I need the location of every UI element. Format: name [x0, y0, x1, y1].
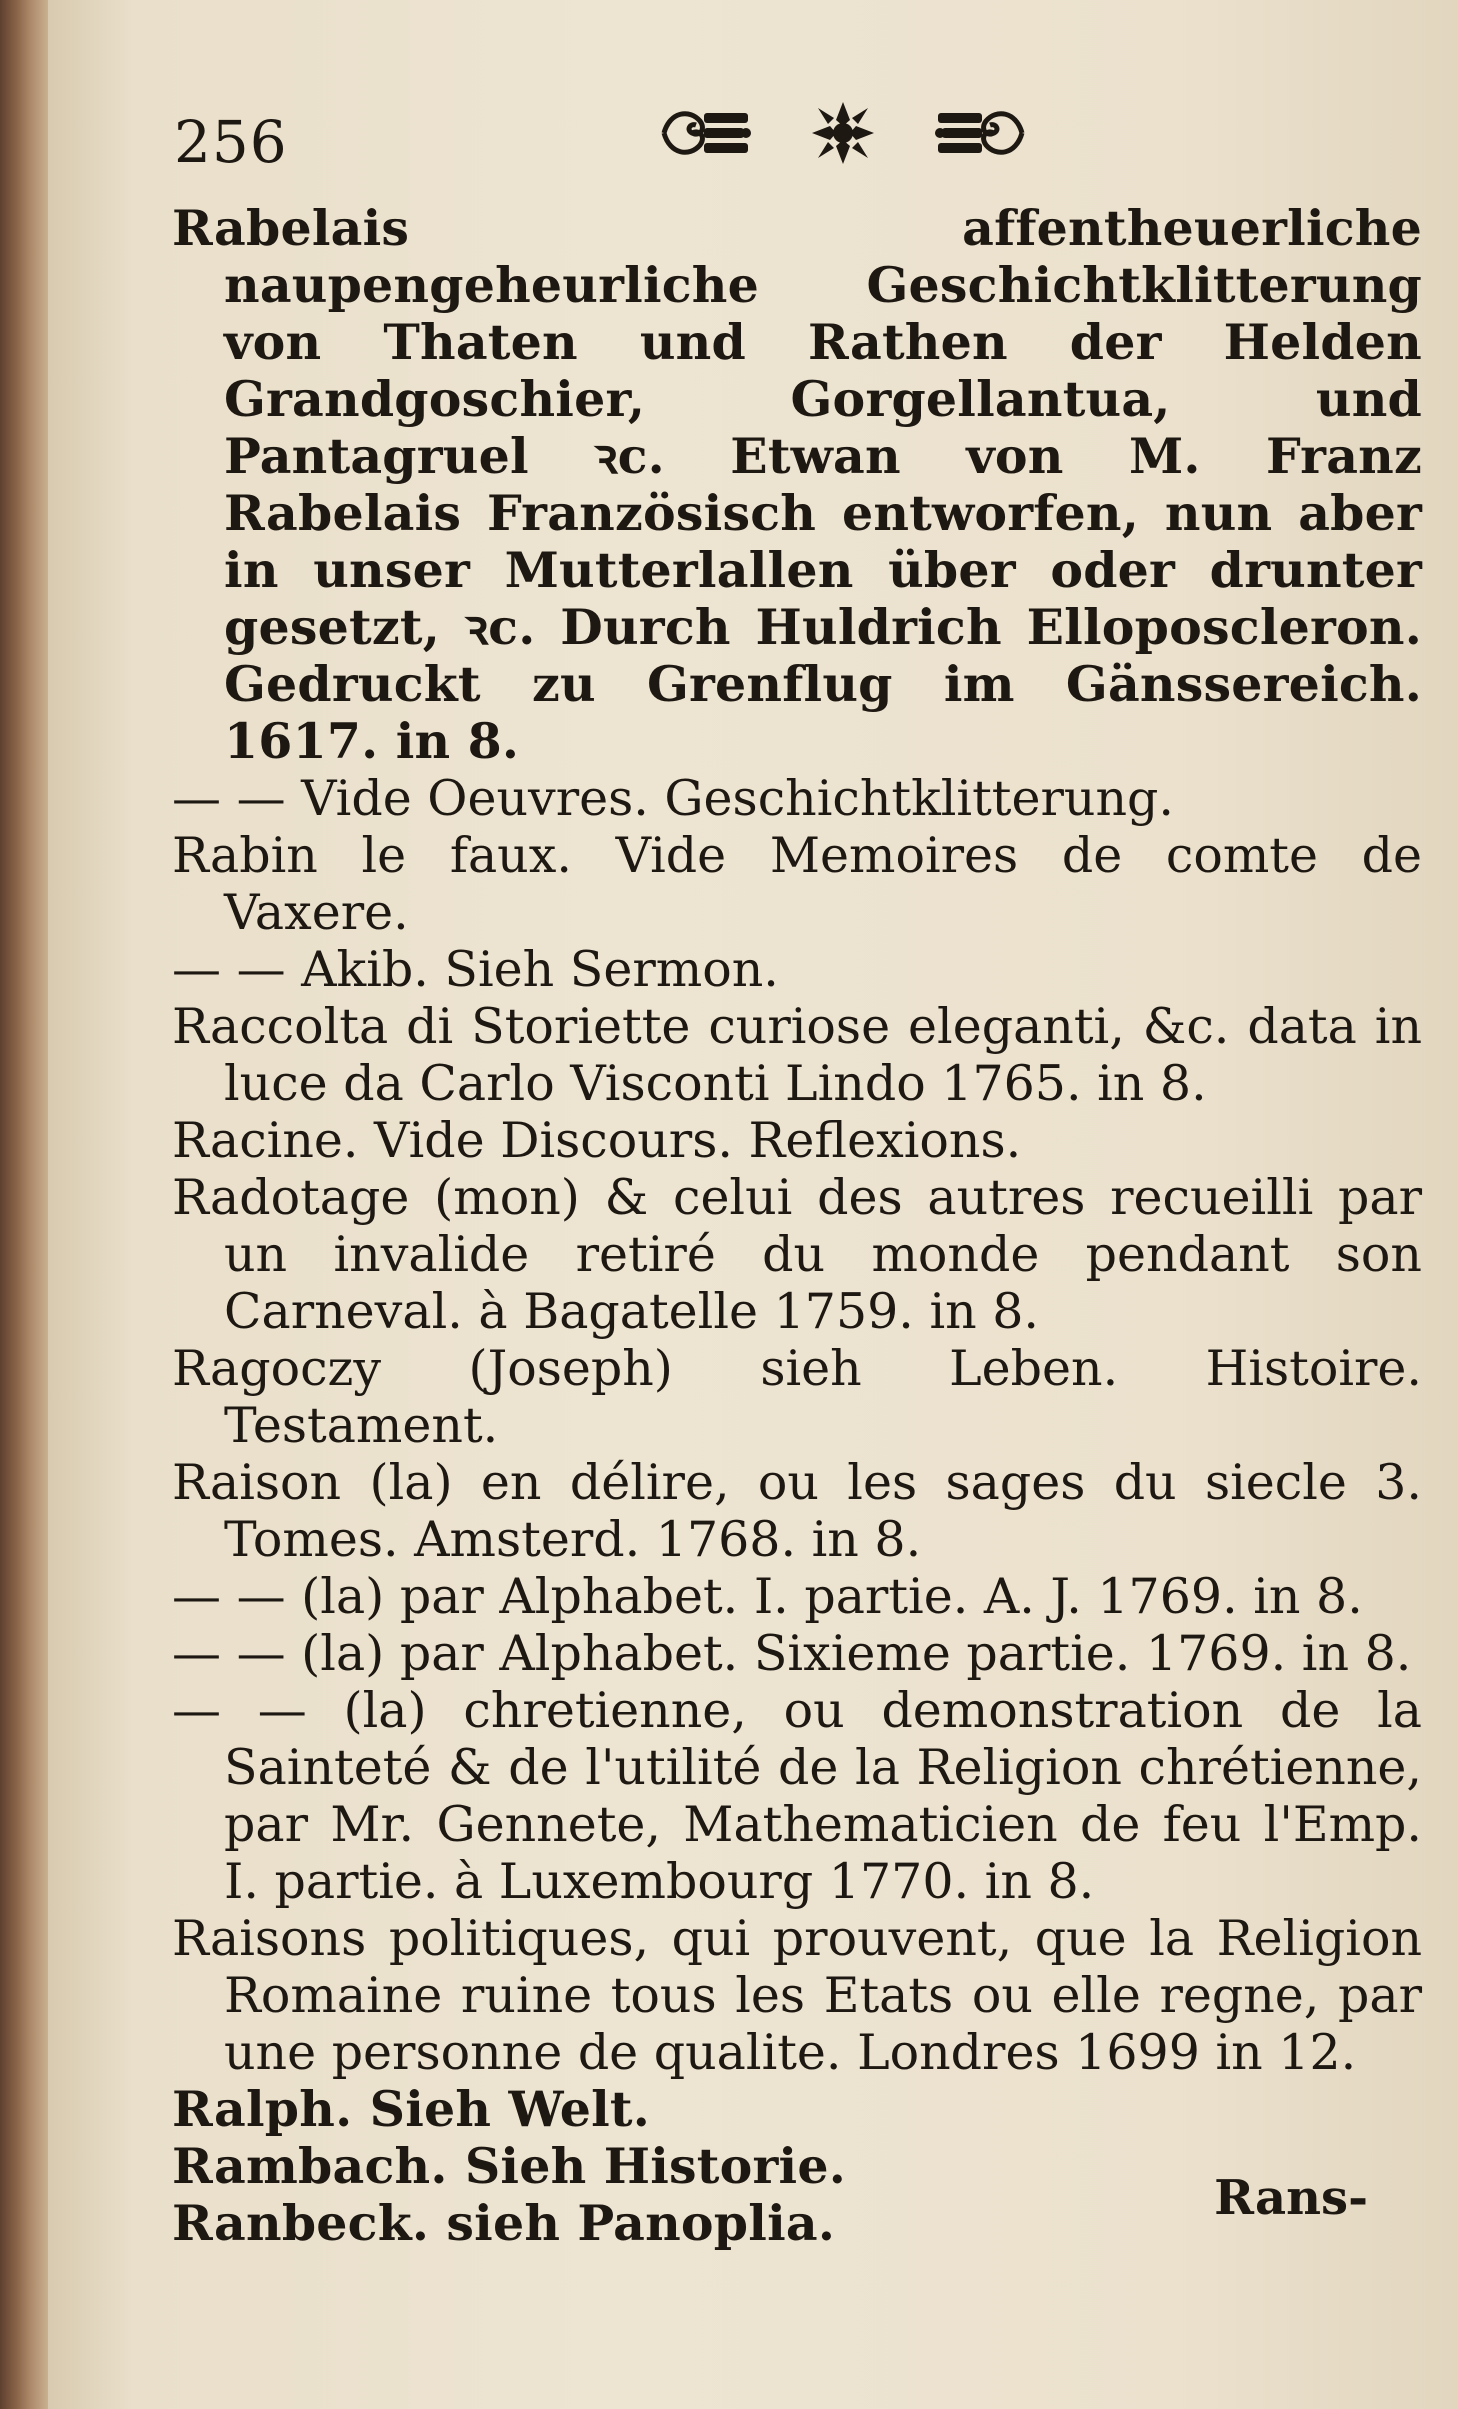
index-entry: — — Vide Oeuvres. Geschichtklitterung. [172, 770, 1174, 827]
index-entry: Ralph. Sieh Welt. [172, 2080, 650, 2138]
index-entry: — — (la) chretienne, ou demonstration de la Sainteté & de l'utilité de la Religion chrétienne, par Mr. Gennete, Mathematicien de feu l'Emp. I. partie. à Luxembourg 1770. in 8. [172, 1682, 1422, 1910]
index-entry: Ranbeck. sieh Panoplia. [172, 2194, 836, 2252]
index-entry: — — (la) par Alphabet. Sixieme partie. 1769. in 8. [172, 1625, 1412, 1682]
index-entry: Ragoczy (Joseph) sieh Leben. Histoire. Testament. [172, 1340, 1422, 1454]
index-entry: Rabelais affentheuerliche naupengeheurliche Geschichtklitterung von Thaten und Rathen der Helden Grandgoschier, Gorgellantua, und Pantagruel ꝛc. Etwan von M. Franz Rabelais Französisch entworfen, nun aber in unser Mutterlallen über oder drunter gesetzt, ꝛc. Durch Huldrich Elloposcleron. Gedruckt zu Grenflug im Gänssereich. 1617. in 8. [172, 199, 1422, 770]
page-number: 256 [174, 108, 288, 176]
center-fleuron-icon [810, 100, 876, 170]
index-entry: Racine. Vide Discours. Reflexions. [172, 1112, 1022, 1169]
index-entry: Raison (la) en délire, ou les sages du siecle 3. Tomes. Amsterd. 1768. in 8. [172, 1454, 1422, 1568]
header-ornament [660, 100, 1026, 170]
book-spine-edge [0, 0, 48, 2409]
catchword: Rans- [1214, 2170, 1368, 2226]
index-entries [172, 200, 1422, 2252]
index-entry: Rabin le faux. Vide Memoires de comte de Vaxere. [172, 827, 1422, 941]
index-entry: — — Akib. Sieh Sermon. [172, 941, 779, 998]
right-fleuron-icon [934, 103, 1026, 167]
index-entry: Raccolta di Storiette curiose eleganti, &c. data in luce da Carlo Visconti Lindo 1765. in 8. [172, 998, 1422, 1112]
left-fleuron-icon [660, 103, 752, 167]
index-entry: Rambach. Sieh Historie. [172, 2137, 846, 2195]
book-page [48, 0, 1458, 2409]
index-entry: Raisons politiques, qui prouvent, que la Religion Romaine ruine tous les Etats ou elle regne, par une personne de qualite. Londres 1699 in 12. [172, 1910, 1422, 2081]
index-entry: Radotage (mon) & celui des autres recueilli par un invalide retiré du monde pendant son Carneval. à Bagatelle 1759. in 8. [172, 1169, 1422, 1340]
index-entry: — — (la) par Alphabet. I. partie. A. J. 1769. in 8. [172, 1568, 1363, 1625]
